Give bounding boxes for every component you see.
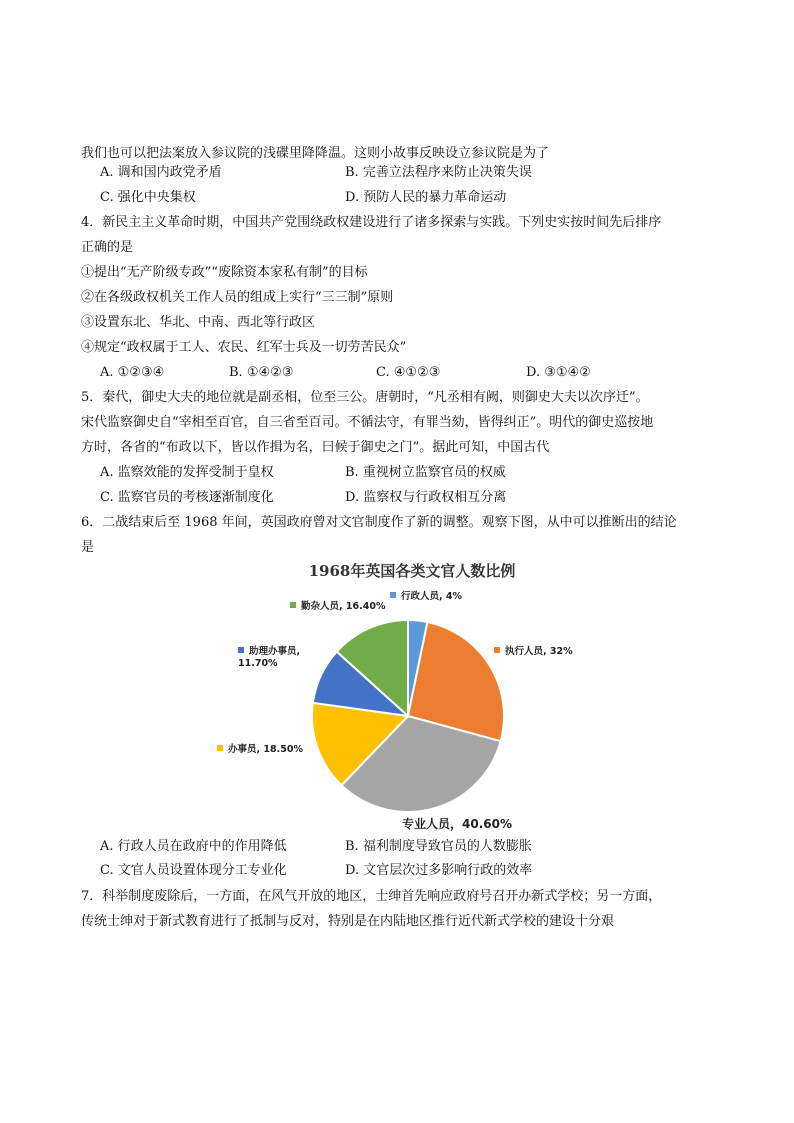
legend-misc	[290, 601, 385, 613]
q4-stem-line2: 正确的是	[81, 240, 134, 255]
q5-option-c[interactable]: C. 监察官员的考核逐渐制度化	[100, 490, 274, 505]
q4-option-b[interactable]: B. ①④②③	[229, 365, 294, 380]
legend-label-clerk: 办事员, 18.50%	[228, 744, 303, 755]
q7-stem-line2: 传统士绅对于新式教育进行了抵制与反对，特别是在内陆地区推行近代新式学校的建设十分艰	[81, 914, 615, 929]
legend-label-asst: 助理办事员,	[249, 646, 301, 657]
intro-line: 我们也可以把法案放入参议院的浅碟里降降温。这则小故事反映设立参议院是为了	[81, 146, 550, 161]
q3-option-a[interactable]: A. 调和国内政党矛盾	[100, 165, 222, 180]
q4-option-a[interactable]: A. ①②③④	[100, 365, 165, 380]
q5-stem-line2: 宋代监察御史自“宰相至百官，自三省至百司。不循法守，有罪当劾，皆得纠正”。明代的御史巡按地	[81, 415, 654, 430]
legend-swatch-exec	[494, 647, 500, 653]
q6-option-d[interactable]: D. 文官层次过多影响行政的效率	[345, 863, 533, 878]
q4-item-1: ①提出“无产阶级专政”“废除资本家私有制”的目标	[81, 265, 368, 280]
q5-option-d[interactable]: D. 监察权与行政权相互分离	[345, 490, 507, 505]
q4-stem-line1: 4．新民主主义革命时期，中国共产党围绕政权建设进行了诸多探索与实践。下列史实按时间先后排序	[81, 215, 662, 230]
q3-option-c[interactable]: C. 强化中央集权	[100, 190, 196, 205]
legend-swatch-asst	[238, 647, 244, 653]
legend-admin	[390, 591, 462, 603]
legend-swatch-misc	[290, 602, 296, 608]
legend-prof	[402, 818, 512, 830]
q4-item-3: ③设置东北、华北、中南、西北等行政区	[81, 315, 316, 330]
q4-item-2: ②在各级政权机关工作人员的组成上实行“三三制”原则	[81, 290, 394, 305]
legend-swatch-admin	[390, 592, 396, 598]
q3-option-d[interactable]: D. 预防人民的暴力革命运动	[345, 190, 507, 205]
q6-option-a[interactable]: A. 行政人员在政府中的作用降低	[100, 839, 287, 854]
legend-label-misc: 勤杂人员, 16.40%	[301, 601, 386, 612]
q5-stem-line1: 5．秦代，御史大夫的地位就是副丞相，位至三公。唐朝时，“凡丞相有阙，则御史大夫以次序迁”。	[81, 390, 649, 405]
legend-label-prof: 专业人员，40.60%	[402, 817, 512, 831]
q5-option-b[interactable]: B. 重视树立监察官员的权威	[345, 465, 506, 480]
q7-stem-line1: 7．科举制度废除后，一方面，在风气开放的地区，士绅首先响应政府号召开办新式学校；另一方面，	[81, 889, 662, 904]
legend-exec	[494, 646, 573, 658]
q5-option-a[interactable]: A. 监察效能的发挥受制于皇权	[100, 465, 274, 480]
q3-option-b[interactable]: B. 完善立法程序来防止决策失误	[345, 165, 532, 180]
legend-label-exec: 执行人员, 32%	[505, 646, 573, 657]
q6-stem-line2: 是	[81, 540, 95, 555]
q6-option-b[interactable]: B. 福利制度导致官员的人数膨胀	[345, 839, 532, 854]
legend-clerk	[217, 744, 303, 756]
q5-stem-line3: 方时，各省的“布政以下，皆以作揖为名，曰候于御史之门”。据此可知，中国古代	[81, 440, 550, 455]
legend-swatch-clerk	[217, 745, 223, 751]
q6-option-c[interactable]: C. 文官人员设置体现分工专业化	[100, 863, 287, 878]
q4-option-c[interactable]: C. ④①②③	[376, 365, 441, 380]
q6-stem-line1: 6．二战结束后至 1968 年间，英国政府曾对文官制度作了新的调整。观察下图，从中可以推断出的结论	[81, 515, 677, 530]
q4-option-d[interactable]: D. ③①④②	[526, 365, 591, 380]
legend-asst	[238, 646, 300, 670]
legend-label-admin: 行政人员, 4%	[401, 591, 463, 602]
q4-item-4: ④规定“政权属于工人、农民、红军士兵及一切劳苦民众”	[81, 340, 407, 355]
chart-title: 1968年英国各类文官人数比例	[308, 562, 516, 580]
legend-label-asst-pct: 11.70%	[238, 658, 278, 669]
